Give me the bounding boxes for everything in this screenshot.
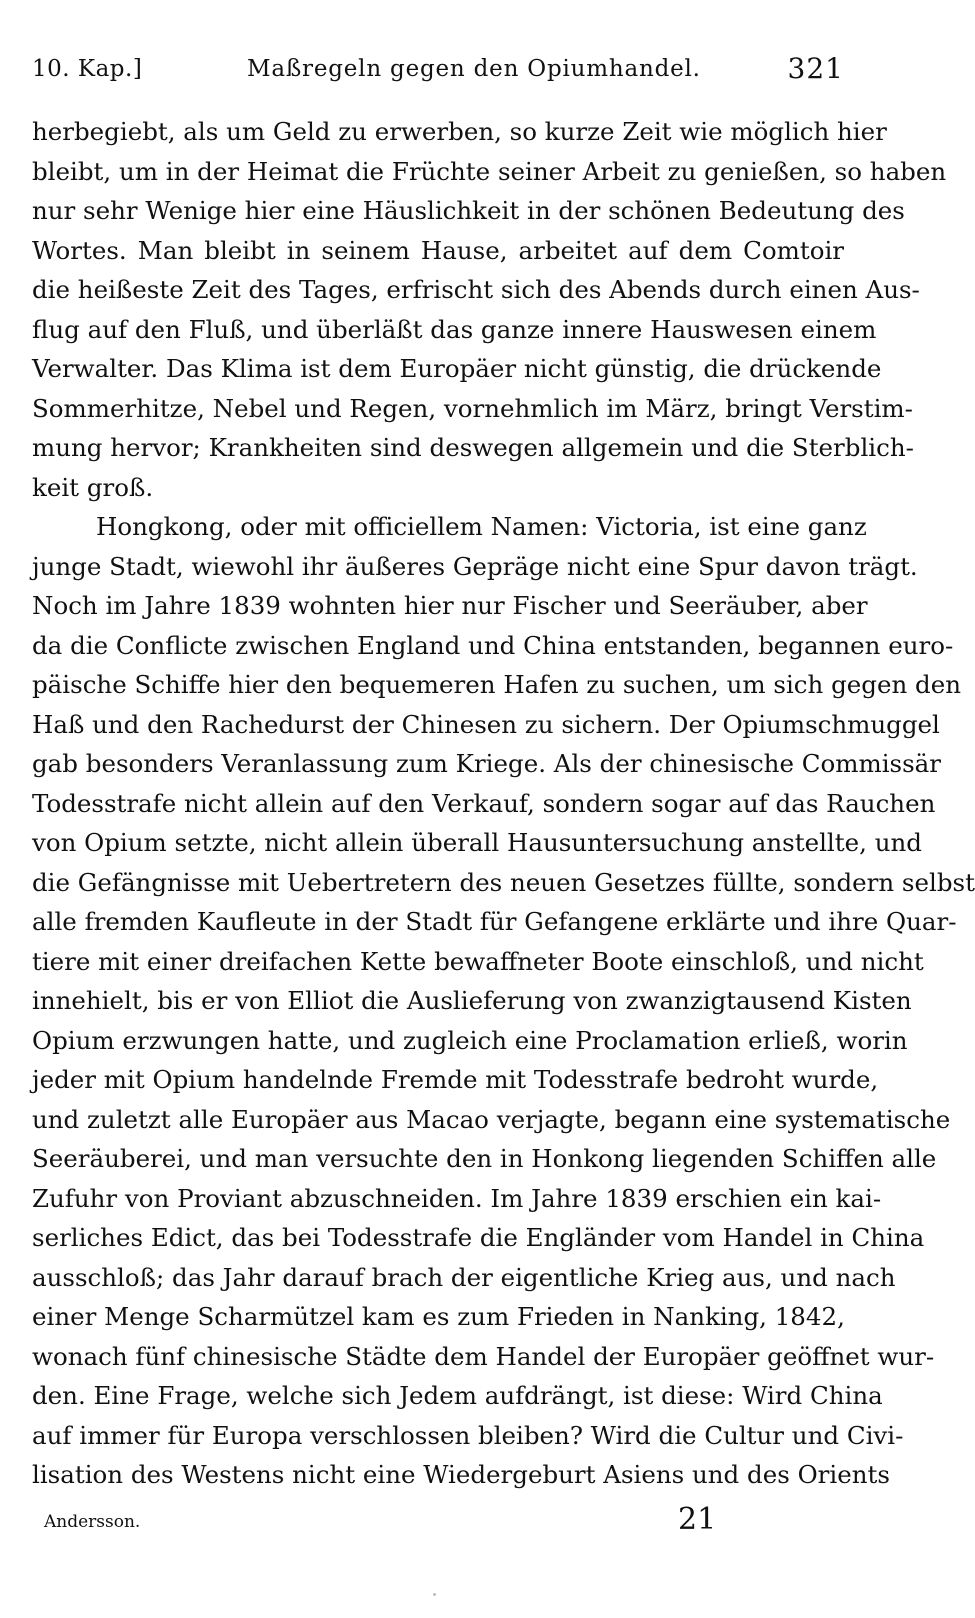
text-line: Opium erzwungen hatte, und zugleich eine Proclamation erließ, worin	[32, 1025, 908, 1055]
text-line: Todesstrafe nicht allein auf den Verkauf, sondern sogar auf das Rauchen	[32, 788, 936, 818]
text-line: einer Menge Scharmützel kam es zum Frieden in Nanking, 1842,	[32, 1302, 845, 1331]
text-line: wonach fünf chinesische Städte dem Handel der Europäer geöffnet wur-	[32, 1341, 935, 1371]
chapter-reference: 10. Kap.]	[32, 56, 143, 82]
text-line: mung hervor; Krankheiten sind deswegen allgemein und die Sterblich-	[32, 433, 914, 462]
running-title: Maßregeln gegen den Opiumhandel.	[247, 56, 701, 82]
text-line: gab besonders Veranlassung zum Kriege. Als der chinesische Commissär	[32, 749, 941, 778]
text-line: innehielt, bis er von Elliot die Auslieferung von zwanzigtausend Kisten	[32, 986, 912, 1015]
text-line: Haß und den Rachedurst der Chinesen zu sichern. Der Opiumschmuggel	[32, 709, 940, 739]
text-line: die Gefängnisse mit Uebertretern des neuen Gesetzes füllte, sondern selbst	[32, 867, 975, 897]
text-line: päische Schiffe hier den bequemeren Hafen zu suchen, um sich gegen den	[32, 670, 961, 699]
text-line: serliches Edict, das bei Todesstrafe die Engländer vom Handel in China	[32, 1223, 925, 1252]
text-line: da die Conflicte zwischen England und China entstanden, begannen euro-	[32, 630, 954, 660]
text-line: Seeräuberei, und man versuchte den in Honkong liegenden Schiffen alle	[32, 1144, 937, 1173]
text-line: ausschloß; das Jahr darauf brach der eigentliche Krieg aus, und nach	[32, 1262, 896, 1292]
text-line: Wortes. Man bleibt in seinem Hause, arbeitet auf dem Comtoir	[32, 235, 844, 265]
text-line: flug auf den Fluß, und überläßt das ganze innere Hauswesen einem	[32, 314, 877, 344]
text-line: Sommerhitze, Nebel und Regen, vornehmlich im März, bringt Verstim-	[32, 393, 913, 423]
running-header	[32, 50, 844, 90]
text-line: Verwalter. Das Klima ist dem Europäer nicht günstig, die drückende	[32, 354, 882, 383]
signature-mark: Andersson.	[44, 1512, 141, 1532]
page-number: 321	[787, 52, 844, 85]
text-line: tiere mit einer dreifachen Kette bewaffneter Boote einschloß, und nicht	[32, 946, 924, 976]
text-line: Noch im Jahre 1839 wohnten hier nur Fischer und Seeräuber, aber	[32, 591, 868, 620]
paper-speck	[433, 1593, 436, 1596]
text-line: die heißeste Zeit des Tages, erfrischt sich des Abends durch einen Aus-	[32, 275, 920, 304]
text-line: Zufuhr von Proviant abzuschneiden. Im Jahre 1839 erschien ein kai-	[32, 1183, 882, 1213]
text-line: herbegiebt, als um Geld zu erwerben, so kurze Zeit wie möglich hier	[32, 117, 887, 146]
text-line: und zuletzt alle Europäer aus Macao verjagte, begann eine systematische	[32, 1104, 951, 1134]
body-text	[32, 112, 975, 1495]
text-line: jeder mit Opium handelnde Fremde mit Todesstrafe bedroht wurde,	[32, 1065, 879, 1094]
text-line: lisation des Westens nicht eine Wiedergeburt Asiens und des Orients	[32, 1460, 890, 1489]
sheet-number: 21	[678, 1502, 717, 1537]
text-line: junge Stadt, wiewohl ihr äußeres Gepräge nicht eine Spur davon trägt.	[32, 551, 918, 581]
text-line: auf immer für Europa verschlossen bleiben? Wird die Cultur und Civi-	[32, 1420, 904, 1450]
text-line: alle fremden Kaufleute in der Stadt für Gefangene erklärte und ihre Quar-	[32, 907, 957, 936]
paragraph-end-line: keit groß.	[32, 472, 154, 502]
text-line: nur sehr Wenige hier eine Häuslichkeit in der schönen Bedeutung des	[32, 196, 905, 225]
text-line: von Opium setzte, nicht allein überall Hausuntersuchung anstellte, und	[32, 828, 922, 857]
paragraph-start-line: Hongkong, oder mit officiellem Namen: Victoria, ist eine ganz	[96, 512, 867, 541]
text-line: bleibt, um in der Heimat die Früchte seiner Arbeit zu genießen, so haben	[32, 156, 947, 186]
page-footer	[44, 1500, 844, 1540]
text-line: den. Eine Frage, welche sich Jedem aufdrängt, ist diese: Wird China	[32, 1381, 883, 1410]
